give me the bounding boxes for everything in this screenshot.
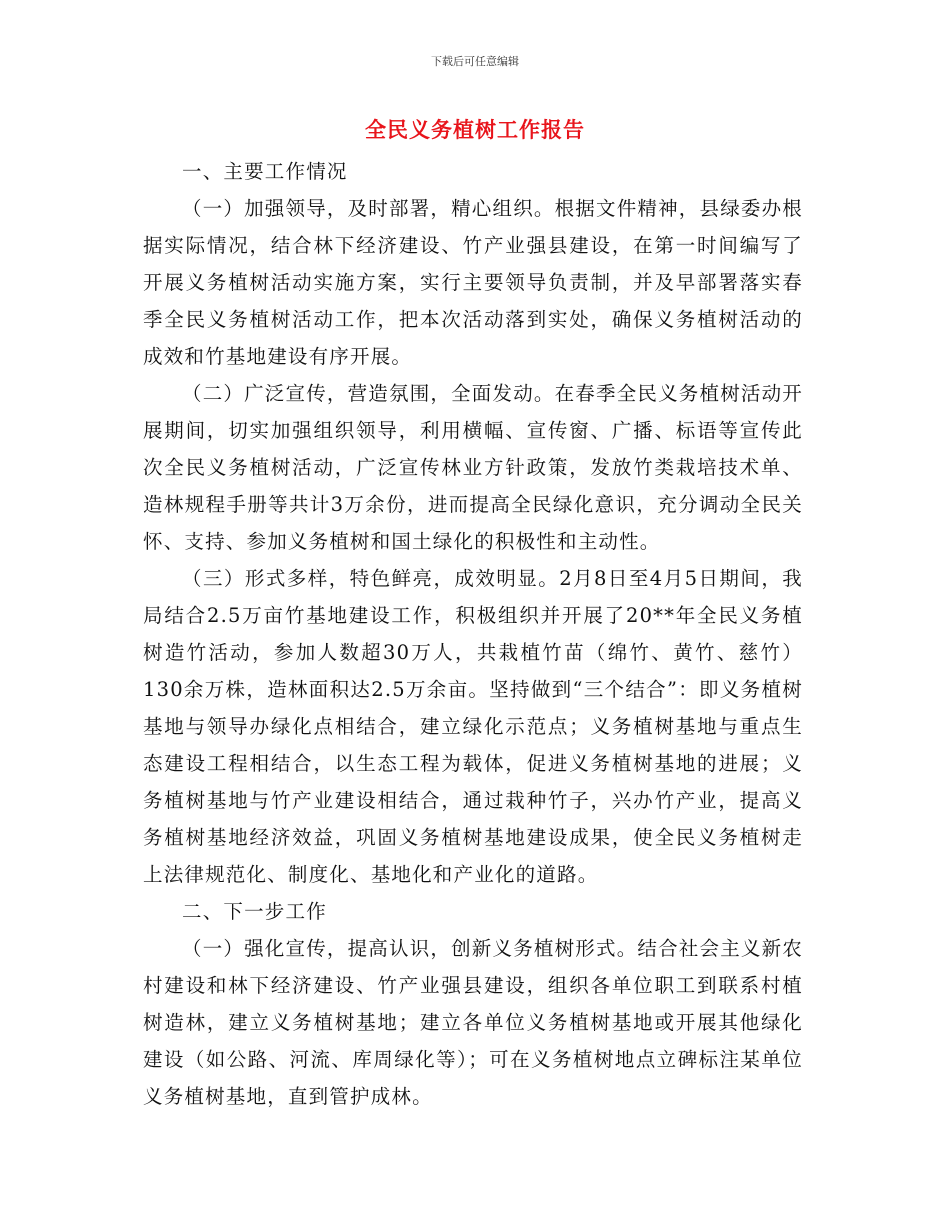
paragraph-1-1: （一）加强领导，及时部署，精心组织。根据文件精神，县绿委办根据实际情况，结合林下经济建设、竹产业强县建设，在第一时间编写了开展义务植树活动实施方案，实行主要领导负责制，并及早部署落实春季全民义务植树活动工作，把本次活动落到实处，确保义务植树活动的成效和竹基地建设有序开展。 [143, 197, 804, 368]
section-heading-1: 一、主要工作情况 [182, 160, 348, 183]
paragraph-1-3: （三）形式多样，特色鲜亮，成效明显。2月8日至4月5日期间，我局结合2.5万亩竹基地建设工作，积极组织并开展了20**年全民义务植树造竹活动，参加人数超30万人，共栽植竹苗（绵竹、黄竹、慈竹）130余万株，造林面积达2.5万余亩。坚持做到“三个结合”：即义务植树基地与领导办绿化点相结合，建立绿化示范点；义务植树基地与重点生态建设工程相结合，以生态工程为载体，促进义务植树基地的进展；义务植树基地与竹产业建设相结合，通过栽种竹子，兴办竹产业，提高义务植树基地经济效益，巩固义务植树基地建设成果，使全民义务植树走上法律规范化、制度化、基地化和产业化的道路。 [143, 567, 803, 886]
section-heading-2: 二、下一步工作 [182, 900, 327, 923]
paragraph-1-2: （二）广泛宣传，营造氛围，全面发动。在春季全民义务植树活动开展期间，切实加强组织领导，利用横幅、宣传窗、广播、标语等宣传此次全民义务植树活动，广泛宣传林业方针政策，发放竹类栽培技术单、造林规程手册等共计3万余份，进而提高全民绿化意识，充分调动全民关怀、支持、参加义务植树和国土绿化的积极性和主动性。 [143, 382, 804, 553]
document-title: 全民义务植树工作报告 [365, 118, 585, 142]
header-note: 下载后可任意编辑 [431, 55, 519, 68]
document-body [143, 153, 803, 1115]
paragraph-2-1: （一）强化宣传，提高认识，创新义务植树形式。结合社会主义新农村建设和林下经济建设、竹产业强县建设，组织各单位职工到联系村植树造林，建立义务植树基地；建立各单位义务植树基地或开展其他绿化建设（如公路、河流、库周绿化等）；可在义务植树地点立碑标注某单位义务植树基地，直到管护成林。 [143, 937, 804, 1108]
